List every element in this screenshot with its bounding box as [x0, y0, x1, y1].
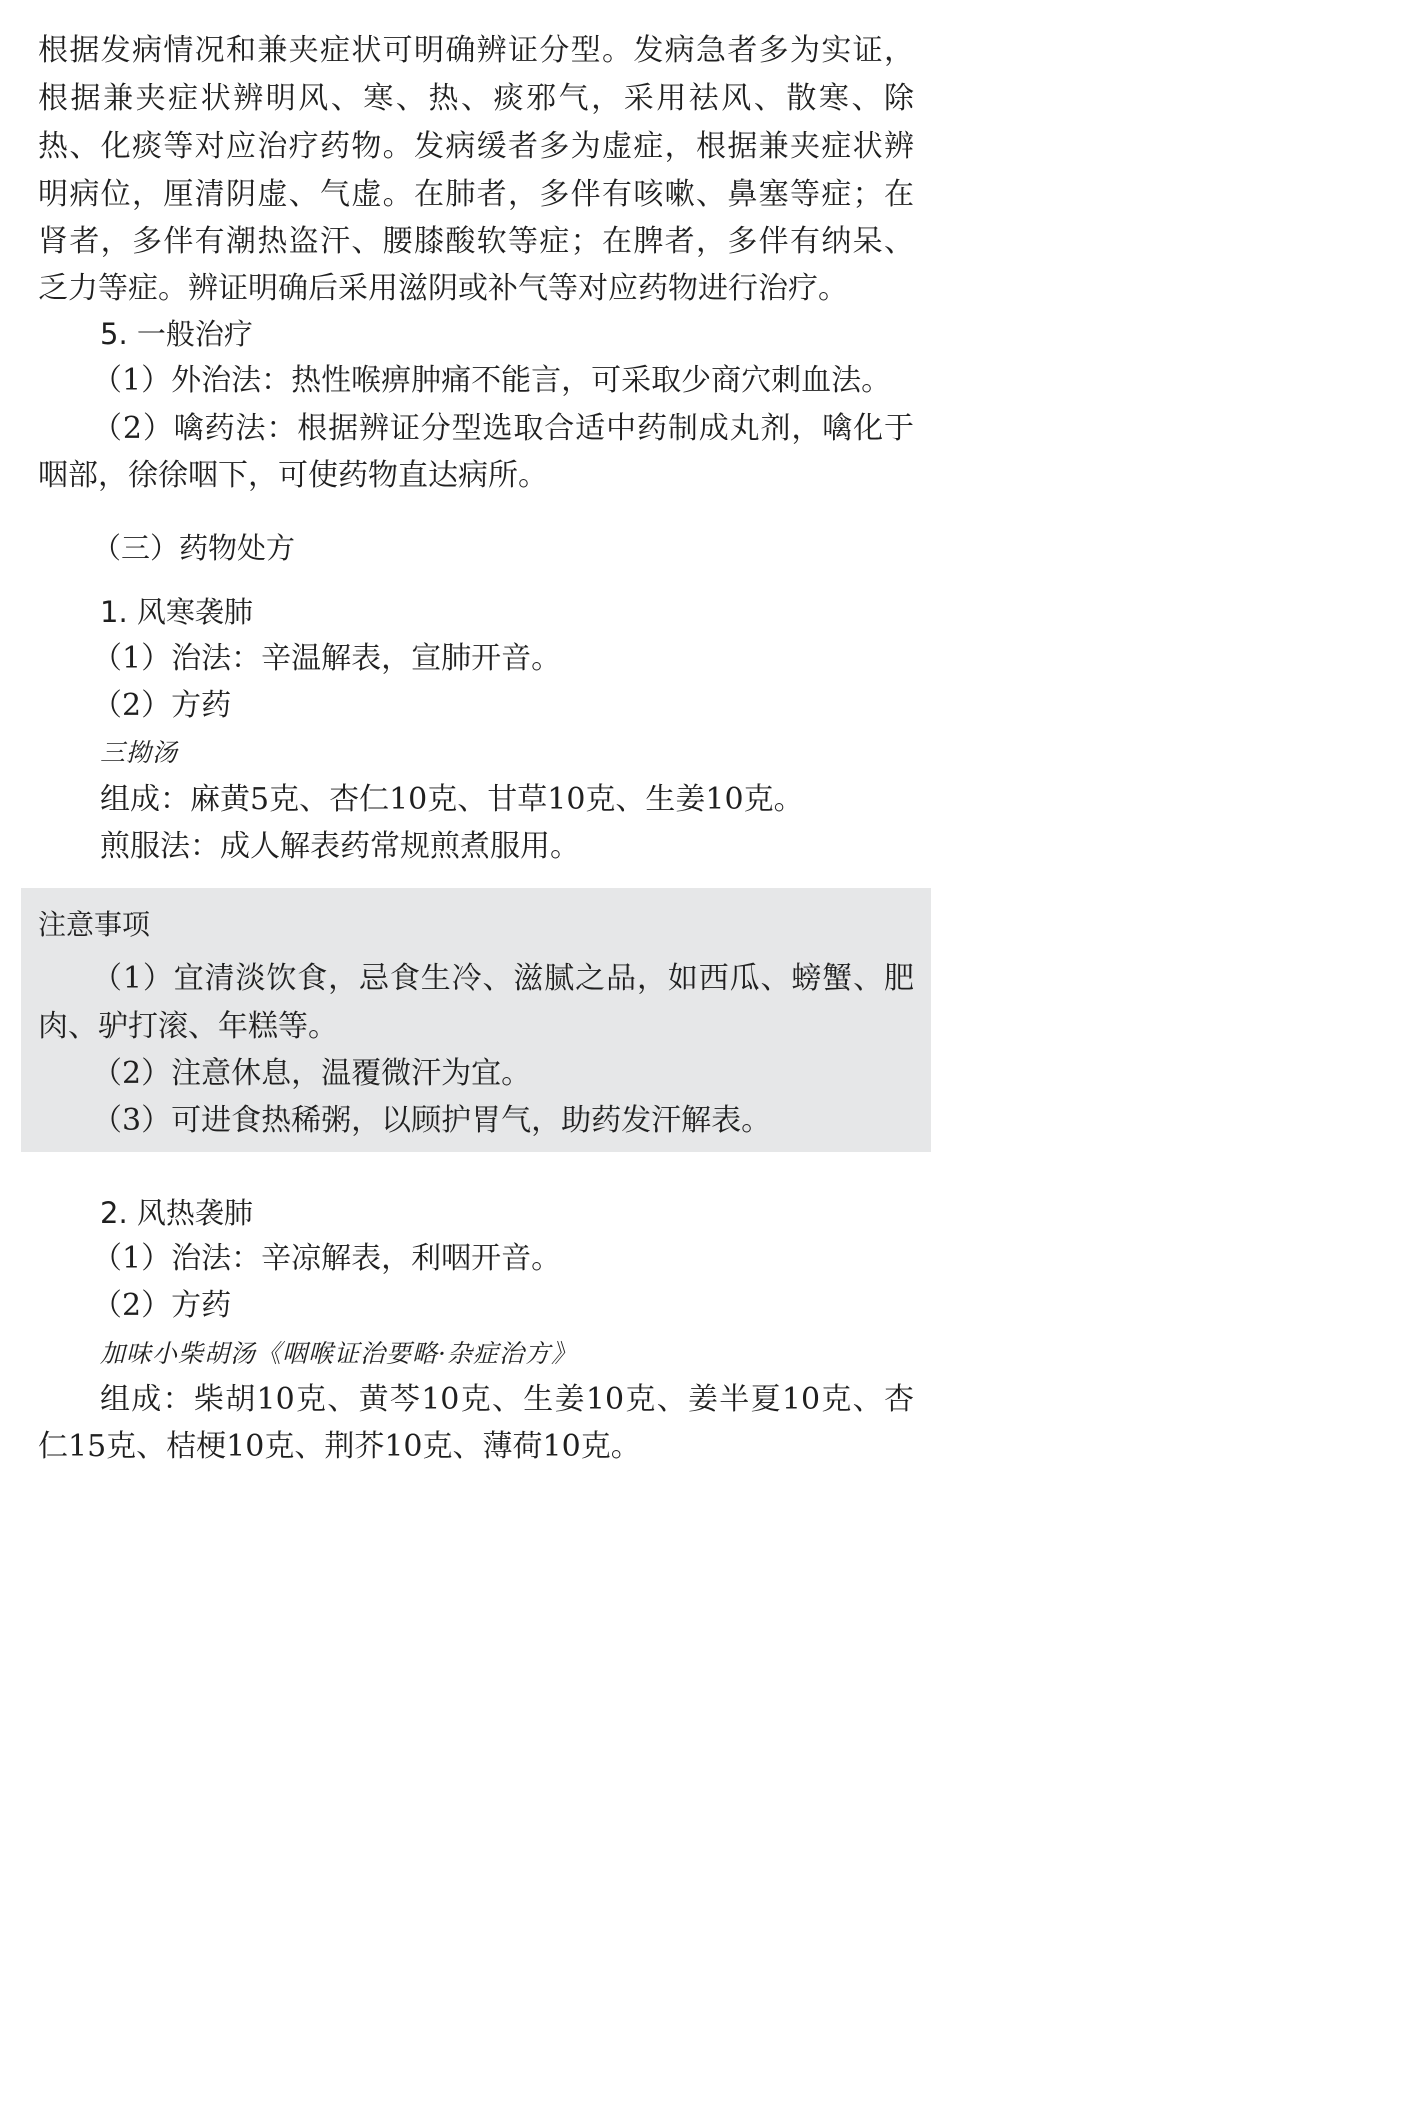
section-heading: 1. 风寒袭肺 [100, 595, 253, 629]
notice-heading: 注意事项 [38, 908, 151, 941]
formula-composition: 组成：柴胡10克、黄芩10克、生姜10克、姜半夏10克、杏 [100, 1382, 914, 1417]
list-item: （2）方药 [92, 1288, 232, 1323]
paragraph-line: 根据发病情况和兼夹症状可明确辨证分型。发病急者多为实证， [38, 33, 914, 68]
list-item: （2）方药 [92, 688, 232, 723]
paragraph-line: 肾者，多伴有潮热盗汗、腰膝酸软等症；在脾者，多伴有纳呆、 [38, 224, 914, 259]
list-item: （1）治法：辛温解表，宣肺开音。 [92, 641, 562, 676]
decoction-method: 煎服法：成人解表药常规煎煮服用。 [100, 829, 580, 864]
list-item: （1）外治法：热性喉痹肿痛不能言，可采取少商穴刺血法。 [92, 363, 892, 398]
list-item: （1）治法：辛凉解表，利咽开音。 [92, 1241, 562, 1276]
notice-item-continuation: 肉、驴打滚、年糕等。 [38, 1009, 338, 1044]
paragraph-line: 乏力等症。辨证明确后采用滋阴或补气等对应药物进行治疗。 [38, 271, 848, 306]
notice-item: （2）注意休息，温覆微汗为宜。 [92, 1056, 532, 1091]
paragraph-line: 根据兼夹症状辨明风、寒、热、痰邪气，采用祛风、散寒、除 [38, 81, 914, 116]
formula-name: 加味小柴胡汤《咽喉证治要略·杂症治方》 [100, 1339, 577, 1368]
paragraph-line: 明病位，厘清阴虚、气虚。在肺者，多伴有咳嗽、鼻塞等症；在 [38, 177, 914, 212]
notice-item: （3）可进食热稀粥，以顾护胃气，助药发汗解表。 [92, 1103, 772, 1138]
notice-item: （1）宜清淡饮食，忌食生冷、滋腻之品，如西瓜、螃蟹、肥 [92, 961, 914, 996]
section-heading: 5. 一般治疗 [100, 317, 253, 351]
formula-composition-continuation: 仁15克、桔梗10克、荆芥10克、薄荷10克。 [38, 1429, 641, 1464]
list-item: （2）噙药法：根据辨证分型选取合适中药制成丸剂，噙化于 [92, 411, 914, 446]
list-item-continuation: 咽部，徐徐咽下，可使药物直达病所。 [38, 458, 548, 493]
paragraph-line: 热、化痰等对应治疗药物。发病缓者多为虚症，根据兼夹症状辨 [38, 129, 914, 164]
section-heading: 2. 风热袭肺 [100, 1196, 253, 1230]
formula-composition: 组成：麻黄5克、杏仁10克、甘草10克、生姜10克。 [100, 782, 804, 817]
formula-name: 三拗汤 [100, 738, 179, 767]
chapter-heading: （三）药物处方 [92, 531, 296, 565]
